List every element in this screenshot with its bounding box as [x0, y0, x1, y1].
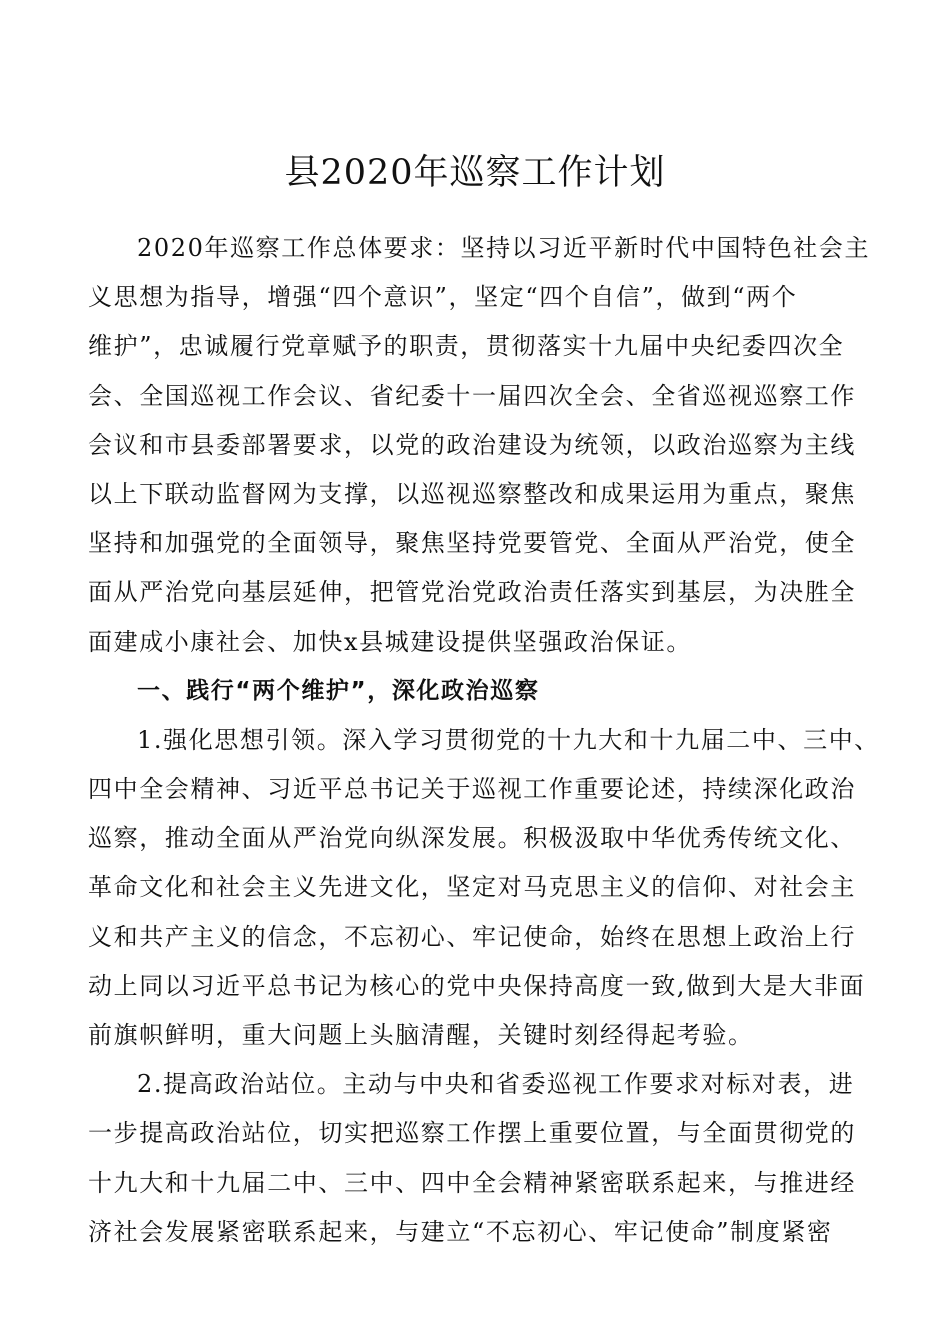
- paragraph-line: 十九大和十九届二中、三中、四中全会精神紧密联系起来，与推进经: [88, 1168, 856, 1197]
- paragraph-line: 面从严治党向基层延伸，把管党治党政治责任落实到基层，为决胜全: [88, 578, 856, 607]
- paragraph-line: 四中全会精神、习近平总书记关于巡视工作重要论述，持续深化政治: [88, 775, 856, 804]
- paragraph-line: 济社会发展紧密联系起来，与建立“不忘初心、牢记使命”制度紧密: [88, 1217, 833, 1246]
- paragraph-line: 一步提高政治站位，切实把巡察工作摆上重要位置，与全面贯彻党的: [88, 1119, 856, 1148]
- paragraph-line: 坚持和加强党的全面领导，聚焦坚持党要管党、全面从严治党，使全: [88, 529, 856, 558]
- paragraph-line: 会议和市县委部署要求，以党的政治建设为统领，以政治巡察为主线: [88, 430, 856, 459]
- paragraph-line: 以上下联动监督网为支撑，以巡视巡察整改和成果运用为重点，聚焦: [88, 479, 856, 508]
- document-body: [88, 224, 880, 1257]
- paragraph-line: 革命文化和社会主义先进文化，坚定对马克思主义的信仰、对社会主: [88, 873, 856, 902]
- paragraph-line: 义和共产主义的信念，不忘初心、牢记使命，始终在思想上政治上行: [88, 922, 856, 951]
- paragraph-line: 巡察，推动全面从严治党向纵深发展。积极汲取中华优秀传统文化、: [88, 824, 856, 853]
- paragraph-line: 2.提高政治站位。主动与中央和省委巡视工作要求对标对表，进: [137, 1070, 855, 1099]
- section-heading: 一、践行“两个维护”，深化政治巡察: [137, 677, 540, 704]
- paragraph-line: 会、全国巡视工作会议、省纪委十一届四次全会、全省巡视巡察工作: [88, 381, 856, 410]
- paragraph-line: 维护”，忠诚履行党章赋予的职责，贯彻落实十九届中央纪委四次全: [88, 332, 845, 361]
- paragraph-line: 义思想为指导，增强“四个意识”，坚定“四个自信”，做到“两个: [88, 283, 798, 312]
- document-title: 县2020年巡察工作计划: [284, 153, 666, 193]
- paragraph-line: 前旗帜鲜明，重大问题上头脑清醒，关键时刻经得起考验。: [88, 1021, 754, 1049]
- paragraph-line: 2020年巡察工作总体要求：坚持以习近平新时代中国特色社会主: [137, 234, 871, 262]
- paragraph-line: 面建成小康社会、加快x县城建设提供坚强政治保证。: [88, 627, 692, 656]
- paragraph-line: 动上同以习近平总书记为核心的党中央保持高度一致,做到大是大非面: [88, 971, 866, 1000]
- paragraph-line: 1.强化思想引领。深入学习贯彻党的十九大和十九届二中、三中、: [137, 725, 880, 754]
